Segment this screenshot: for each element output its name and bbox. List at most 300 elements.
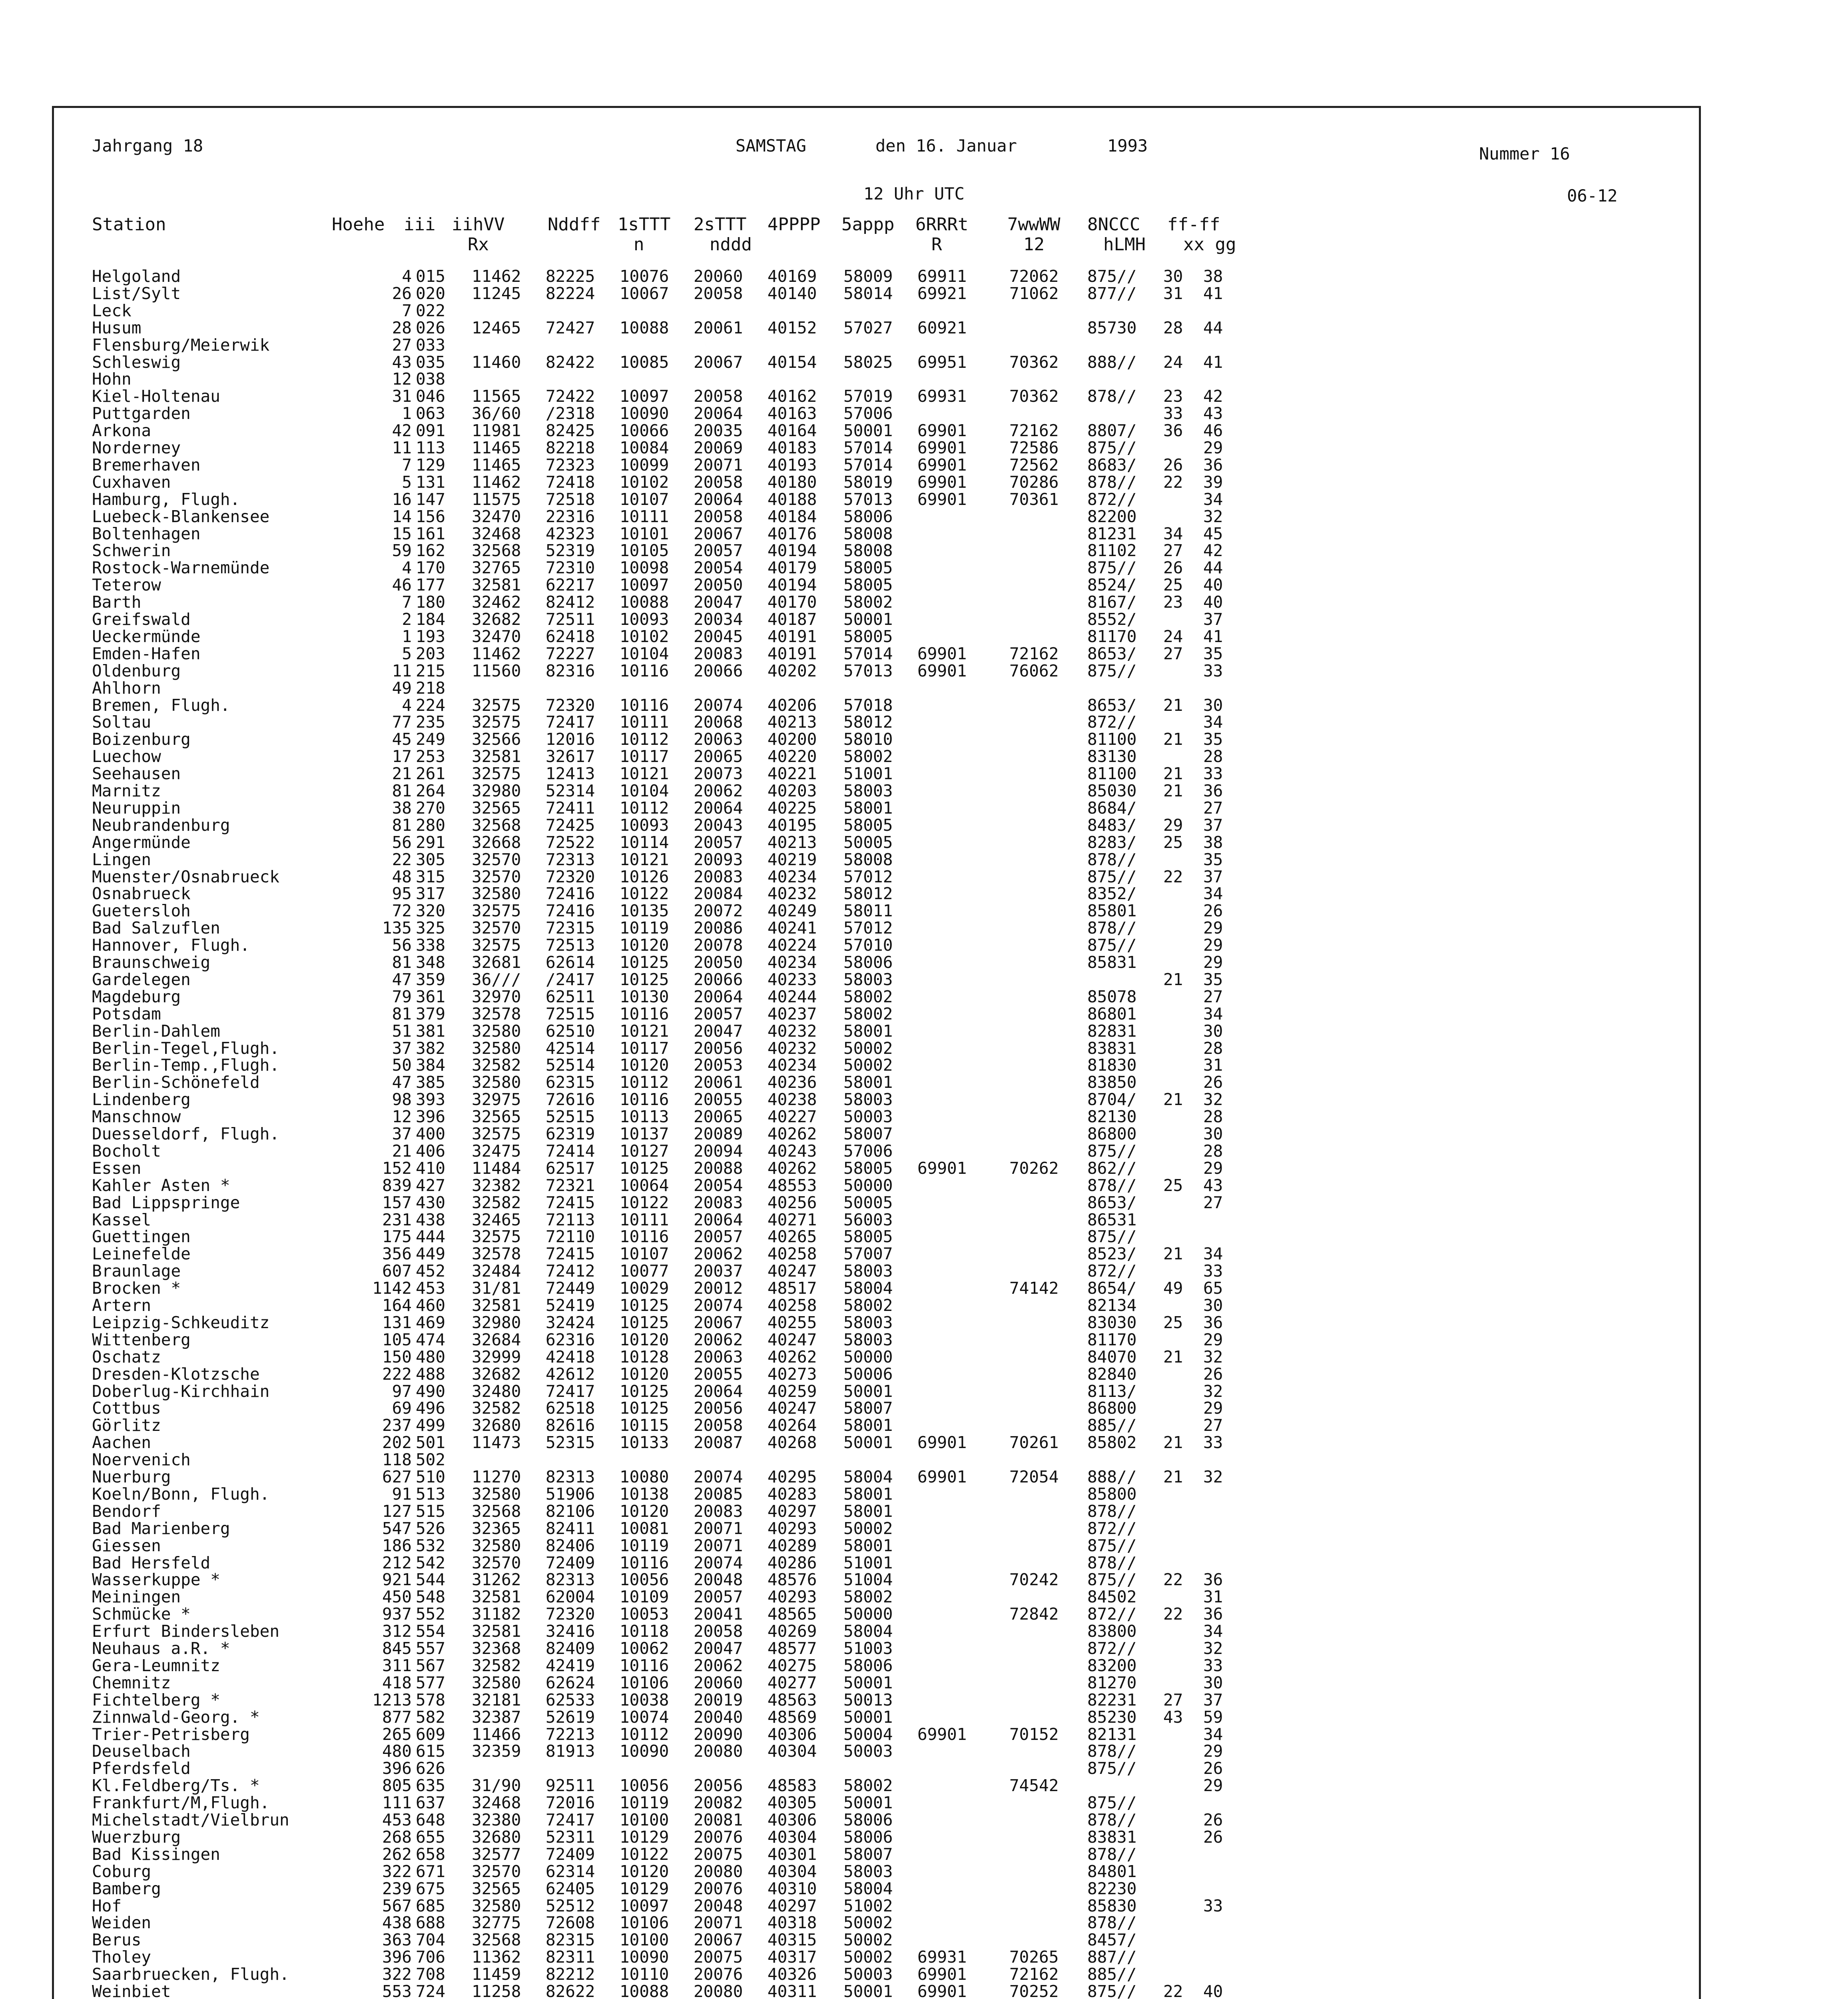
table-cell: 62217 [546,575,595,595]
table-cell: 396 [382,1947,412,1967]
table-cell: 72418 [546,472,595,492]
table-cell: 10120 [620,1364,669,1384]
table-cell: 270 [416,798,446,818]
station-name: Cuxhaven [92,472,171,492]
table-cell: 58007 [843,1399,893,1418]
table-cell: 567 [416,1656,446,1675]
table-cell: 20089 [694,1124,743,1143]
table-cell: 20048 [694,1570,743,1590]
table-cell: 72518 [546,489,595,509]
table-cell: 438 [416,1210,446,1229]
table-cell: 32582 [472,1193,521,1212]
table-cell: 127 [382,1501,412,1521]
table-cell: 40 [1203,575,1223,595]
table-cell: 186 [382,1536,412,1555]
table-cell: 58002 [843,1296,893,1315]
station-name: Weiden [92,1913,152,1933]
table-cell: 57014 [843,644,893,663]
table-cell: /2417 [546,970,595,989]
table-cell: 338 [416,936,446,955]
station-name: Zinnwald-Georg. * [92,1707,260,1727]
table-cell: 40318 [768,1913,817,1933]
table-cell: 878// [1087,472,1137,492]
table-cell: 58003 [843,1261,893,1281]
table-cell: 32580 [472,1073,521,1092]
station-name: Essen [92,1158,142,1178]
table-cell: 10088 [620,318,669,337]
table-cell: 72417 [546,1381,595,1401]
table-cell: 10130 [620,987,669,1006]
table-cell: 32 [1203,1381,1223,1401]
table-cell: 875// [1087,558,1137,578]
table-cell: 48577 [768,1639,817,1658]
table-cell: 10114 [620,832,669,852]
table-cell: 32999 [472,1347,521,1367]
table-cell: 32684 [472,1330,521,1349]
table-cell: 22 [1163,1604,1183,1624]
column-header-nccc: 8NCCC [1087,214,1140,235]
table-cell: 20075 [694,1844,743,1864]
table-cell: 32580 [472,1038,521,1058]
station-name: Potsdam [92,1004,161,1023]
table-cell: 20053 [694,1055,743,1075]
table-cell: 35 [1203,970,1223,989]
table-cell: 58003 [843,1861,893,1881]
table-cell: 261 [416,764,446,784]
table-cell: 10119 [620,918,669,938]
table-cell: 42514 [546,1038,595,1058]
station-name: Frankfurt/M,Flugh. [92,1793,270,1813]
table-cell: 305 [416,850,446,869]
table-cell: 20057 [694,1227,743,1247]
table-cell: 10117 [620,1038,669,1058]
table-cell: 48 [392,867,412,886]
table-cell: 41 [1203,352,1223,372]
station-name: Guettingen [92,1227,191,1247]
table-cell: 1 [402,404,412,423]
table-cell: 152 [382,1158,412,1178]
table-cell: 58007 [843,1124,893,1143]
table-cell: 51001 [843,1553,893,1572]
table-cell: 218 [416,678,446,698]
observation-time: 12 Uhr UTC [863,184,965,203]
table-cell: 872// [1087,1604,1137,1624]
table-cell: 10122 [620,1844,669,1864]
table-cell: 325 [416,918,446,938]
table-cell: 30 [1203,1021,1223,1041]
table-cell: 40258 [768,1296,817,1315]
table-cell: 72227 [546,644,595,663]
table-cell: 50002 [843,1947,893,1967]
table-cell: 20050 [694,575,743,595]
table-cell: 384 [416,1055,446,1075]
table-cell: 20080 [694,1861,743,1881]
table-cell: 356 [382,1244,412,1264]
column-subheader-s2ttt: nddd [710,234,752,255]
table-cell: 58002 [843,1587,893,1607]
table-cell: 637 [416,1793,446,1813]
table-cell: 72411 [546,798,595,818]
table-cell: 36 [1203,455,1223,475]
table-cell: 20061 [694,1073,743,1092]
table-cell: 31/90 [472,1776,521,1796]
table-cell: 40293 [768,1587,817,1607]
table-cell: 58003 [843,1330,893,1349]
table-cell: 20083 [694,867,743,886]
table-cell: 50000 [843,1347,893,1367]
table-cell: 36 [1203,1313,1223,1332]
table-cell: 32468 [472,524,521,543]
table-cell: 95 [392,884,412,904]
table-cell: 30 [1203,1296,1223,1315]
table-cell: 40234 [768,867,817,886]
table-cell: 20062 [694,1656,743,1675]
table-cell: 40304 [768,1827,817,1847]
table-cell: 40306 [768,1724,817,1744]
table-cell: 10106 [620,1913,669,1933]
table-cell: 453 [416,1279,446,1298]
table-cell: 40164 [768,421,817,441]
table-cell: 50005 [843,832,893,852]
table-cell: 20071 [694,1913,743,1933]
table-cell: 32575 [472,1227,521,1247]
table-cell: 688 [416,1913,446,1933]
table-cell: 58004 [843,1467,893,1486]
table-cell: 10105 [620,541,669,561]
table-cell: 40304 [768,1742,817,1761]
table-cell: 878// [1087,1501,1137,1521]
table-cell: 430 [416,1193,446,1212]
table-cell: 577 [416,1673,446,1692]
station-name: Lingen [92,850,152,869]
table-cell: 20064 [694,987,743,1006]
table-cell: 320 [416,901,446,921]
table-cell: 20065 [694,1107,743,1127]
table-cell: 4 [402,695,412,715]
table-cell: 37 [1203,1690,1223,1710]
station-name: Teterow [92,575,161,595]
table-cell: 20060 [694,267,743,286]
station-name: Koeln/Bonn, Flugh. [92,1484,270,1504]
table-cell: 26 [1203,1810,1223,1829]
table-cell: 20061 [694,318,743,337]
station-name: Schwerin [92,541,171,561]
table-cell: 34 [1203,1004,1223,1023]
table-cell: 32416 [546,1622,595,1641]
table-cell: 40304 [768,1861,817,1881]
table-cell: 72425 [546,815,595,835]
table-cell: 85801 [1087,901,1137,921]
table-cell: 57012 [843,867,893,886]
table-cell: 8684/ [1087,798,1137,818]
table-cell: 615 [416,1742,446,1761]
table-cell: 805 [382,1776,412,1796]
table-cell: 10116 [620,1227,669,1247]
table-cell: 32970 [472,987,521,1006]
table-cell: 58006 [843,1656,893,1675]
table-cell: 58008 [843,524,893,543]
table-cell: 32578 [472,1244,521,1264]
table-cell: 20064 [694,404,743,423]
table-cell: 28 [392,318,412,337]
table-cell: 10038 [620,1690,669,1710]
table-cell: 32568 [472,815,521,835]
table-cell: 37 [1203,815,1223,835]
station-name: Bad Salzuflen [92,918,220,938]
table-cell: 86800 [1087,1399,1137,1418]
table-cell: 42323 [546,524,595,543]
table-cell: 40176 [768,524,817,543]
table-cell: 453 [382,1810,412,1829]
column-header-ff: ff-ff [1167,214,1220,235]
table-cell: 58001 [843,1484,893,1504]
table-cell: 10085 [620,352,669,372]
station-name: Berlin-Temp.,Flugh. [92,1055,279,1075]
table-cell: 875// [1087,1759,1137,1778]
table-cell: 32578 [472,1004,521,1023]
table-cell: 40264 [768,1416,817,1435]
table-cell: 8704/ [1087,1090,1137,1109]
table-cell: 40140 [768,283,817,303]
table-cell: 32577 [472,1844,521,1864]
table-cell: 52311 [546,1827,595,1847]
table-cell: 32565 [472,1107,521,1127]
table-cell: 72409 [546,1553,595,1572]
table-cell: 10126 [620,867,669,886]
table-cell: 83130 [1087,747,1137,766]
table-cell: 42 [1203,541,1223,561]
table-cell: 10120 [620,1501,669,1521]
station-name: Braunlage [92,1261,181,1281]
table-cell: 70252 [1009,1982,1059,1999]
table-cell: 10107 [620,489,669,509]
table-cell: 131 [416,472,446,492]
station-name: Bocholt [92,1141,161,1161]
table-cell: 56 [392,832,412,852]
table-cell: 406 [416,1141,446,1161]
table-cell: 627 [382,1467,412,1486]
table-cell: 490 [416,1381,446,1401]
station-name: Soltau [92,712,152,732]
table-cell: 83800 [1087,1622,1137,1641]
table-cell: 40268 [768,1433,817,1452]
table-cell: 84502 [1087,1587,1137,1607]
table-cell: 20067 [694,524,743,543]
table-cell: 72416 [546,901,595,921]
table-cell: 70242 [1009,1570,1059,1590]
table-cell: 20056 [694,1399,743,1418]
table-cell: 40283 [768,1484,817,1504]
table-cell: 27 [1203,987,1223,1006]
table-cell: 34 [1163,524,1183,543]
table-cell: 32575 [472,764,521,784]
table-cell: 20088 [694,1158,743,1178]
table-cell: 81830 [1087,1055,1137,1075]
table-cell: 72162 [1009,421,1059,441]
table-cell: 48517 [768,1279,817,1298]
table-cell: 20058 [694,1622,743,1641]
table-cell: 212 [382,1553,412,1572]
table-cell: 57019 [843,387,893,406]
table-cell: 82316 [546,661,595,680]
table-cell: 20065 [694,747,743,766]
table-cell: 40305 [768,1793,817,1813]
table-cell: 82130 [1087,1107,1137,1127]
table-cell: 72427 [546,318,595,337]
table-cell: 70152 [1009,1724,1059,1744]
table-cell: 10088 [620,593,669,612]
table-cell: 937 [382,1604,412,1624]
table-cell: 20047 [694,1021,743,1041]
table-cell: 231 [382,1210,412,1229]
table-cell: 20058 [694,283,743,303]
table-cell: 58004 [843,1279,893,1298]
table-cell: 29 [1203,1742,1223,1761]
table-cell: 10110 [620,1965,669,1984]
table-cell: 40225 [768,798,817,818]
table-cell: 58003 [843,781,893,800]
column-header-pppp: 4PPPP [768,214,821,235]
station-name: Greifswald [92,610,191,629]
table-cell: 10121 [620,764,669,784]
table-cell: 58003 [843,970,893,989]
station-name: Oschatz [92,1347,161,1367]
table-cell: 48563 [768,1690,817,1710]
table-cell: 32682 [472,1364,521,1384]
table-cell: 875// [1087,1570,1137,1590]
station-name: Guetersloh [92,901,191,921]
station-name: Boltenhagen [92,524,201,543]
table-cell: 47 [392,1073,412,1092]
table-cell: 253 [416,747,446,766]
table-cell: 82231 [1087,1690,1137,1710]
table-cell: 10088 [620,1982,669,1999]
table-cell: 410 [416,1158,446,1178]
table-cell: 30 [1203,1673,1223,1692]
table-cell: 10106 [620,1673,669,1692]
table-cell: 58011 [843,901,893,921]
table-cell: 26 [1163,455,1183,475]
table-cell: 488 [416,1364,446,1384]
table-cell: 37 [392,1038,412,1058]
table-cell: 58019 [843,472,893,492]
table-cell: 557 [416,1639,446,1658]
table-cell: 86800 [1087,1124,1137,1143]
table-cell: 69901 [917,1467,967,1486]
table-cell: 20064 [694,489,743,509]
table-cell: 82106 [546,1501,595,1521]
station-name: Saarbruecken, Flugh. [92,1965,289,1984]
table-cell: 51003 [843,1639,893,1658]
table-cell: 51 [392,1021,412,1041]
table-cell: 82313 [546,1570,595,1590]
table-cell: 22316 [546,507,595,526]
table-cell: 33 [1203,1656,1223,1675]
table-cell: 20074 [694,695,743,715]
station-name: Berlin-Schönefeld [92,1073,260,1092]
table-cell: 62624 [546,1673,595,1692]
table-cell: 10100 [620,1930,669,1950]
table-cell: 32581 [472,1622,521,1641]
table-cell: 32475 [472,1141,521,1161]
table-cell: 40244 [768,987,817,1006]
table-cell: 10097 [620,1896,669,1915]
table-cell: 32 [1203,1347,1223,1367]
table-cell: 83850 [1087,1073,1137,1092]
table-cell: 42418 [546,1347,595,1367]
station-name: Wasserkuppe * [92,1570,220,1590]
table-cell: 875// [1087,1536,1137,1555]
station-name: Deuselbach [92,1742,191,1761]
table-cell: 10120 [620,1861,669,1881]
table-cell: 62004 [546,1587,595,1607]
table-cell: 72321 [546,1175,595,1195]
table-cell: 25 [1163,575,1183,595]
observation-hours: 06-12 [1567,186,1618,205]
table-cell: 554 [416,1622,446,1641]
table-cell: 42419 [546,1656,595,1675]
table-cell: 57018 [843,695,893,715]
table-cell: 20076 [694,1879,743,1898]
table-cell: 10121 [620,1021,669,1041]
table-cell: 17 [392,747,412,766]
table-cell: 022 [416,301,446,320]
table-cell: 239 [382,1879,412,1898]
table-cell: 21 [392,764,412,784]
table-cell: 2 [402,610,412,629]
table-cell: 20057 [694,1587,743,1607]
station-name: Bad Kissingen [92,1844,220,1864]
table-cell: 10074 [620,1707,669,1727]
table-cell: 32 [1203,1639,1223,1658]
table-cell: 40 [1203,593,1223,612]
table-cell: 20056 [694,1776,743,1796]
table-cell: 8483/ [1087,815,1137,835]
issue-number: Nummer 16 [1479,144,1570,164]
table-cell: 40232 [768,1021,817,1041]
table-cell: 48553 [768,1175,817,1195]
table-cell: 10029 [620,1279,669,1298]
table-cell: 10137 [620,1124,669,1143]
table-cell: 32566 [472,730,521,749]
table-cell: 72449 [546,1279,595,1298]
table-cell: 20067 [694,352,743,372]
table-cell: 25 [1163,1313,1183,1332]
table-cell: 249 [416,730,446,749]
table-cell: 10119 [620,1536,669,1555]
table-cell: 58005 [843,575,893,595]
station-name: Bad Hersfeld [92,1553,211,1572]
table-cell: 888// [1087,1467,1137,1486]
table-cell: 48576 [768,1570,817,1590]
table-cell: 69901 [917,1433,967,1452]
table-cell: 31 [392,387,412,406]
table-cell: 875// [1087,267,1137,286]
table-cell: 40269 [768,1622,817,1641]
table-cell: 449 [416,1244,446,1264]
table-cell: 10116 [620,695,669,715]
table-cell: 58005 [843,626,893,646]
table-cell: 872// [1087,489,1137,509]
table-cell: 29 [1203,1776,1223,1796]
table-cell: 40286 [768,1553,817,1572]
table-cell: 36 [1203,1570,1223,1590]
table-cell: 10113 [620,1107,669,1127]
table-cell: 36 [1203,781,1223,800]
table-cell: 72417 [546,712,595,732]
table-cell: 40249 [768,901,817,921]
table-cell: 40315 [768,1930,817,1950]
